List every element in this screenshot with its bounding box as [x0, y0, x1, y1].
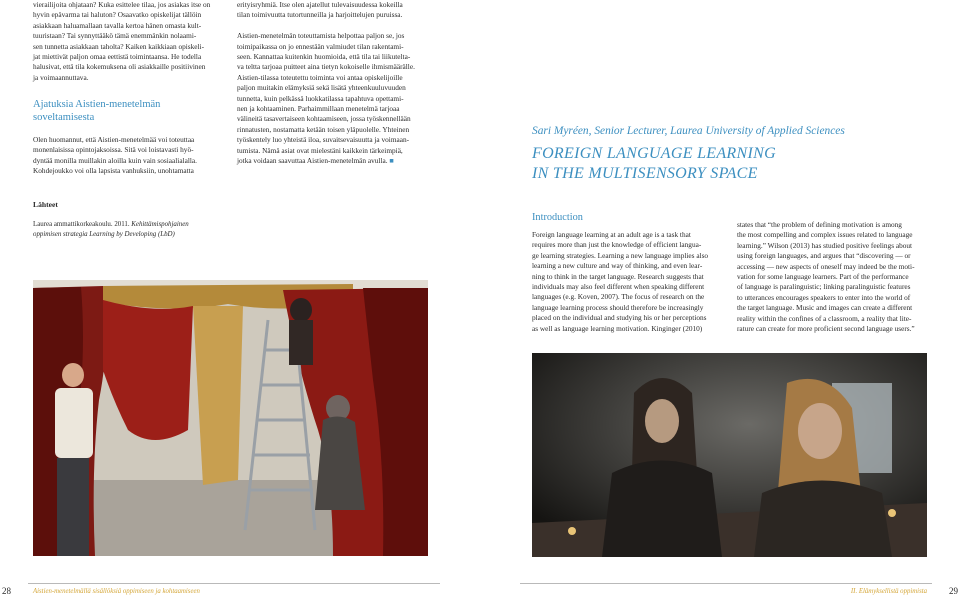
section-heading — [33, 98, 233, 124]
text-line — [237, 156, 427, 166]
text-line: va teltta tarjoaa puitteet aina tietyn kokoiselle ihmismäärälle. — [237, 62, 415, 72]
right-column-1 — [532, 230, 722, 334]
text-line: Aistien-menetelmän toteuttamista helpottaa paljon se, jos — [237, 31, 405, 41]
text-line: jat miettivät paljon omaa eettistä toimintaansa. He todella — [33, 52, 202, 62]
article-title — [532, 144, 776, 184]
left-running-title: Aistien-menetelmällä sisällöksiä oppimiseen ja kohtaamiseen — [33, 588, 200, 595]
text-line: hyvin epävarma tai haluton? Osaavatko opiskelijat tällöin — [33, 10, 202, 20]
text-line: ning to think in the target language. Research suggests that — [532, 271, 704, 281]
last-line-text: jotka voidaan saavuttaa Aistien-menetelmän avulla. — [237, 156, 388, 166]
text-line: toimipaikassa on jo ennestään valmiudet tilan rakentami- — [237, 41, 404, 51]
text-line: Foreign language learning at an adult age is a task that — [532, 230, 691, 239]
text-line: asiakkaan haluamallaan tavalla kertoa hänen omasta kult- — [33, 20, 202, 30]
text-line: Aistien-tilassa toteutettu toiminta voi antaa opiskelijoille — [237, 72, 403, 82]
text-line: of language is paralinguistic; linking paralinguistic features — [737, 282, 911, 292]
sources-label: Lähteet — [33, 200, 58, 209]
text-line: rature can create for more proficient second language users.” — [737, 324, 915, 334]
author-line: Sari Myréen, Senior Lecturer, Laurea University of Applied Sciences — [532, 125, 845, 137]
text-line: vation for some language learners. Part of the performance — [737, 272, 909, 282]
text-line: using foreign languages, and argues that “discovering — or — [737, 251, 911, 261]
left-column-2 — [237, 0, 427, 166]
text-line: as well as language learning motivation. Kinginger (2010) — [532, 323, 703, 333]
text-line: language learning process should therefore be increasingly — [532, 302, 704, 312]
text-line: ge learning strategies. Learning a new language implies also — [532, 250, 709, 260]
reference-line-2 — [33, 230, 263, 240]
text-line: monenlaisissa opintojaksoissa. Sitä voi loistavasti hyö- — [33, 145, 194, 155]
text-line: tilan toimivuutta tutortunneilla ja harjoittelujen puruissa. — [237, 10, 403, 20]
stage-photo-illustration — [33, 280, 428, 556]
text-line: requires more than just the knowledge of efficient langua- — [532, 240, 702, 250]
paragraph-gap — [237, 21, 427, 31]
title-line: FOREIGN LANGUAGE LEARNING — [532, 145, 776, 162]
text-line: reality within the confines of a classroom, a reality that lite- — [737, 313, 912, 323]
text-line: rinnatusten, nostamatta ketään toisen yläpuolelle. Yhteinen — [237, 124, 410, 134]
text-line: ja voimaannuttava. — [33, 72, 89, 82]
text-line: välineitä tasavertaiseen kohtaamiseen, jossa työskennellään — [237, 114, 411, 124]
right-column-2 — [737, 220, 927, 334]
reference-source: Laurea ammattikorkeakoulu. 2011. — [33, 221, 132, 228]
text-line: placed on the individual and studying his or her perceptions — [532, 313, 707, 323]
text-line: tunnetta, kuin pelkässä luokkatilassa tapahtuva opettami- — [237, 93, 404, 103]
title-line: IN THE MULTISENSORY SPACE — [532, 165, 758, 182]
text-line: Olen huomannut, että Aistien-menetelmää voi toteuttaa — [33, 135, 195, 144]
text-line: to utterances encourages speakers to enter into the world of — [737, 292, 911, 302]
text-line: learning.” Wilson (2013) has studied positive feelings about — [737, 240, 913, 250]
reference-entry — [33, 220, 263, 240]
reference-line-1 — [33, 220, 263, 230]
text-line: vierailijoita ohjataan? Kuka esittelee tilaa, jos asiakas itse on — [33, 0, 211, 9]
right-running-title: II. Elämyksellistä oppimista — [850, 588, 927, 595]
text-line: tuuristaan? Tai synnyttääkö tämä enemmänkin nolaami- — [33, 31, 197, 41]
reference-title-part-1: Kehittämispohjainen — [131, 221, 189, 228]
heading-line: soveltamisesta — [33, 112, 95, 123]
text-line: languages (e.g. Koven, 2007). The focus of research on the — [532, 292, 705, 302]
stage-photo — [33, 280, 428, 556]
footer-rule-left — [28, 583, 440, 584]
text-line: Kohdejoukko voi olla lapsista vanhuksiin, unohtamatta — [33, 166, 194, 176]
right-page-number: 29 — [949, 586, 958, 596]
text-line: erityisryhmiä. Itse olen ajatellut tulevaisuudessa kokeilla — [237, 0, 403, 9]
text-line: tumista. Nämä asiat ovat mielestäni kaikkein tärkeimpiä, — [237, 145, 403, 155]
classroom-photo-illustration — [532, 353, 927, 557]
text-line: the target language. Music and images can create a different — [737, 303, 913, 313]
text-line: halusivat, että tila kokemuksena oli asiakkaille positiivinen — [33, 62, 206, 72]
classroom-photo — [532, 353, 927, 557]
text-line: individuals may also feel different when speaking different — [532, 282, 705, 292]
heading-line: Ajatuksia Aistien-menetelmän — [33, 99, 161, 110]
introduction-heading: Introduction — [532, 212, 583, 223]
left-column-1-body — [33, 135, 223, 177]
text-line: learning a new culture and way of thinking, and even lear- — [532, 261, 703, 271]
end-mark-icon: ■ — [389, 156, 394, 166]
text-line: accessing — new aspects of oneself may indeed be the moti- — [737, 261, 915, 271]
text-line: seen. Kannattaa kuitenkin huomioida, että tila tai liikutelta- — [237, 52, 411, 62]
text-line: paljon muitakin elämyksiä sekä lisätä yhteenkuuluvuuden — [237, 83, 406, 93]
text-line: dyntää monilla muillakin aloilla kuin vain sosiaalialalla. — [33, 155, 197, 165]
left-column-1-intro — [33, 0, 223, 83]
reference-title-part-2: oppimisen strategia Learning by Developing (LbD) — [33, 231, 175, 238]
text-line: the most compelling and complex issues related to language — [737, 230, 913, 240]
left-page-number: 28 — [2, 586, 11, 596]
footer-rule-right — [520, 583, 932, 584]
text-line: states that “the problem of defining motivation is among — [737, 220, 902, 229]
text-line: sen tunnetta asiakkaan taholta? Kaiken kaikkiaan opiskeli- — [33, 41, 205, 51]
text-line: nen ja kohtaaminen. Parhaimmillaan menetelmä tarjoaa — [237, 104, 400, 114]
text-line: työskentely luo yhteistä iloa, suvaitsevaisuutta ja voimaan- — [237, 135, 410, 145]
